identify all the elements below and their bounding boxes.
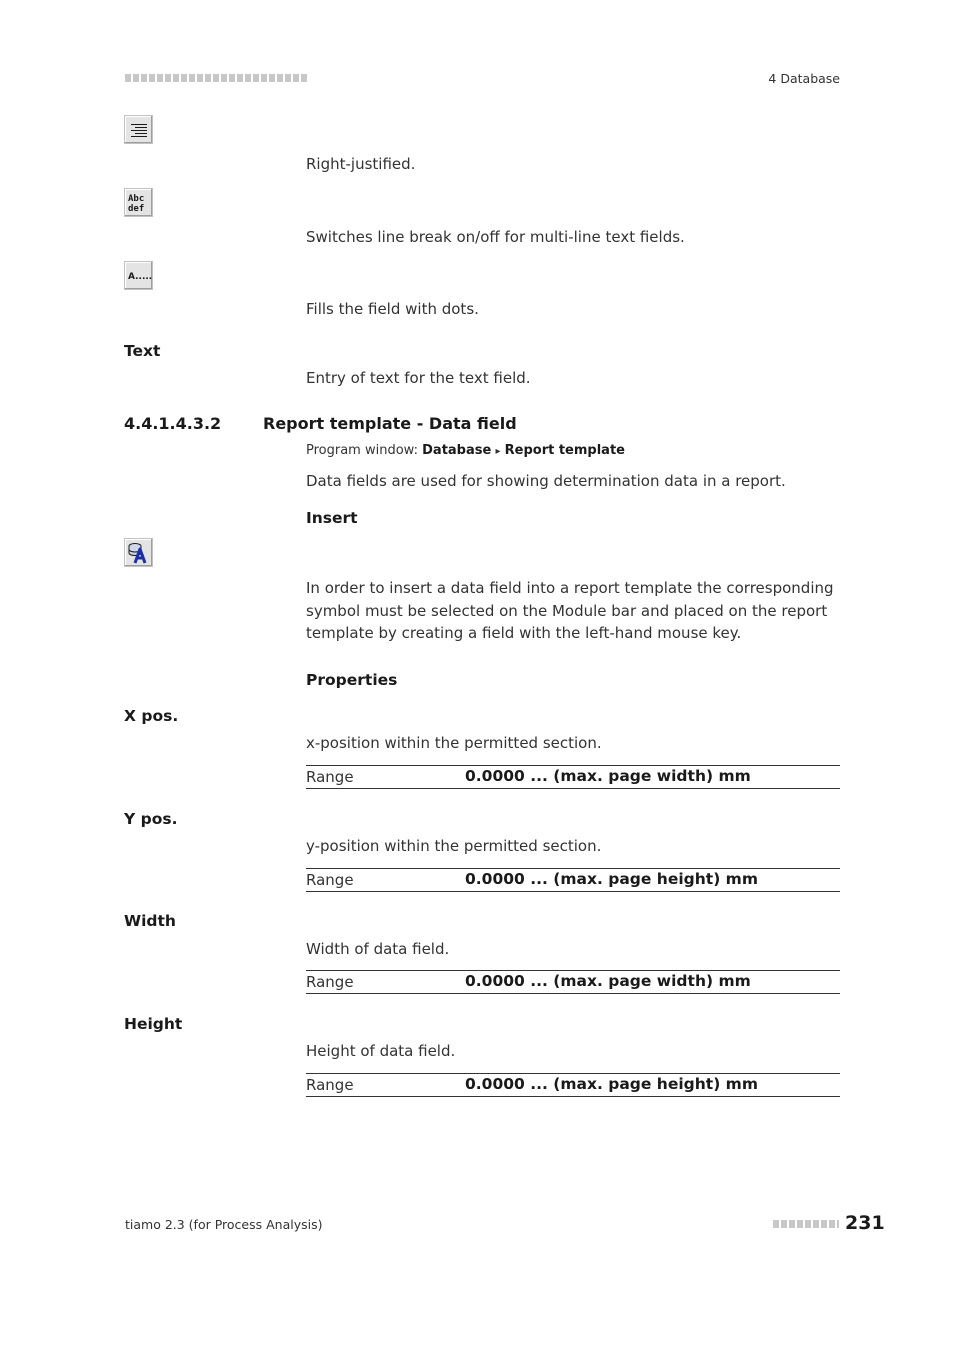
insert-description: In order to insert a data field into a report template the corresponding symbol must be selected on the Module bar and placed on the report template by creating a field with the left-hand mouse key. xyxy=(306,579,834,642)
width-range-table xyxy=(306,970,840,994)
section-intro: Data fields are used for showing determination data in a report. xyxy=(306,472,786,490)
fill-dots-icon xyxy=(124,261,153,290)
header-chapter: 4 Database xyxy=(768,71,840,86)
text-description: Entry of text for the text field. xyxy=(306,369,531,387)
breadcrumb-report-template: Report template xyxy=(504,443,625,458)
width-range-label: Range xyxy=(306,973,354,991)
xpos-range-value: 0.0000 ... (max. page width) mm xyxy=(465,767,751,785)
fill-dots-description: Fills the field with dots. xyxy=(306,300,479,318)
line-break-description: Switches line break on/off for multi-line text fields. xyxy=(306,228,685,246)
height-range-value: 0.0000 ... (max. page height) mm xyxy=(465,1075,758,1093)
width-range-value: 0.0000 ... (max. page width) mm xyxy=(465,972,751,990)
height-range-label: Range xyxy=(306,1076,354,1094)
breadcrumb xyxy=(306,443,625,458)
height-description: Height of data field. xyxy=(306,1042,456,1060)
breadcrumb-separator: ▸ xyxy=(495,446,501,457)
height-range-table xyxy=(306,1073,840,1097)
line-break-icon xyxy=(124,188,153,217)
width-term: Width xyxy=(124,912,176,930)
footer-product: tiamo 2.3 (for Process Analysis) xyxy=(125,1217,323,1232)
section-title: Report template - Data field xyxy=(263,414,517,433)
xpos-description: x-position within the permitted section. xyxy=(306,734,602,752)
xpos-range-label: Range xyxy=(306,768,354,786)
breadcrumb-prefix: Program window: xyxy=(306,443,418,458)
height-term: Height xyxy=(124,1015,183,1033)
xpos-term: X pos. xyxy=(124,707,179,725)
align-right-description: Right-justified. xyxy=(306,155,416,173)
text-term: Text xyxy=(124,342,161,360)
fill-dots-glyph: A..... xyxy=(128,272,152,282)
insert-heading: Insert xyxy=(306,509,358,527)
properties-heading: Properties xyxy=(306,671,398,689)
xpos-range-table xyxy=(306,765,840,789)
ypos-range-table xyxy=(306,868,840,892)
ypos-range-value: 0.0000 ... (max. page height) mm xyxy=(465,870,758,888)
breadcrumb-database: Database xyxy=(422,443,492,458)
ypos-range-label: Range xyxy=(306,871,354,889)
ypos-description: y-position within the permitted section. xyxy=(306,837,602,855)
line-break-glyph-top: Abc xyxy=(128,194,145,204)
header-decoration xyxy=(125,74,307,82)
ypos-term: Y pos. xyxy=(124,810,178,828)
data-field-icon xyxy=(124,538,153,567)
width-description: Width of data field. xyxy=(306,940,450,958)
section-number: 4.4.1.4.3.2 xyxy=(124,414,222,433)
footer-decoration xyxy=(773,1220,839,1228)
line-break-glyph-bottom: def xyxy=(128,204,145,214)
page-number: 231 xyxy=(845,1212,885,1234)
align-right-icon xyxy=(124,115,153,144)
